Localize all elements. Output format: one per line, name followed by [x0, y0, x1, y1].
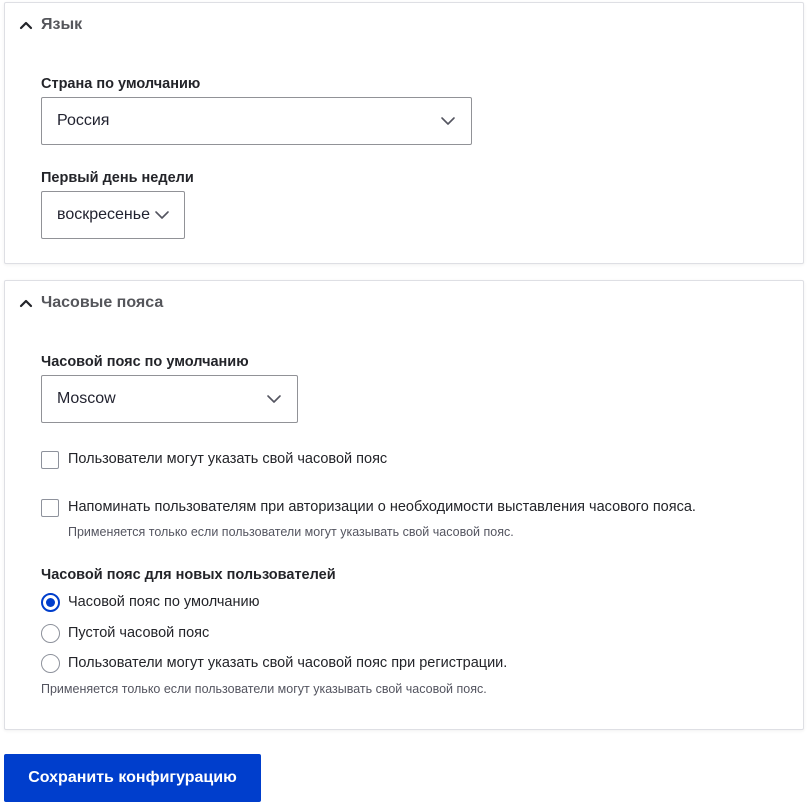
radio-empty-timezone-label[interactable]: Пустой часовой пояс [68, 625, 210, 641]
radio-empty-timezone[interactable] [41, 624, 60, 643]
language-fieldset [4, 2, 804, 264]
chevron-up-icon [18, 17, 34, 33]
first-day-value: воскресенье [57, 206, 150, 223]
default-country-label: Страна по умолчанию [41, 76, 201, 92]
new-users-timezone-description: Применяется только если пользователи могут указывать свой часовой пояс. [41, 682, 487, 696]
radio-user-select-timezone[interactable] [41, 654, 60, 673]
timezone-section-title: Часовые пояса [41, 294, 164, 311]
users-configurable-label[interactable]: Пользователи могут указать свой часовой пояс [68, 451, 388, 467]
first-day-select[interactable] [41, 191, 185, 239]
radio-default-timezone[interactable] [41, 593, 60, 612]
timezone-fieldset [4, 280, 804, 730]
first-day-label: Первый день недели [41, 170, 194, 186]
radio-default-timezone-label[interactable]: Часовой пояс по умолчанию [68, 594, 260, 610]
users-configurable-checkbox[interactable] [41, 451, 59, 469]
chevron-up-icon [18, 295, 34, 311]
remind-users-checkbox[interactable] [41, 499, 59, 517]
remind-users-description: Применяется только если пользователи могут указывать свой часовой пояс. [68, 525, 514, 539]
default-country-value: Россия [57, 112, 110, 129]
default-country-select[interactable] [41, 97, 472, 145]
new-users-timezone-label: Часовой пояс для новых пользователей [41, 567, 336, 583]
default-timezone-label: Часовой пояс по умолчанию [41, 354, 249, 370]
timezone-section-toggle[interactable] [18, 294, 163, 312]
language-section-toggle[interactable] [18, 16, 82, 34]
save-configuration-button[interactable]: Сохранить конфигурацию [4, 754, 261, 802]
chevron-down-icon [154, 207, 170, 223]
default-timezone-select[interactable] [41, 375, 298, 423]
default-timezone-value: Moscow [57, 390, 116, 407]
remind-users-label[interactable]: Напоминать пользователям при авторизации о необходимости выставления часового пояса. [68, 499, 696, 515]
radio-user-select-timezone-label[interactable]: Пользователи могут указать свой часовой пояс при регистрации. [68, 655, 508, 671]
chevron-down-icon [266, 391, 282, 407]
language-section-title: Язык [41, 16, 83, 33]
chevron-down-icon [440, 113, 456, 129]
